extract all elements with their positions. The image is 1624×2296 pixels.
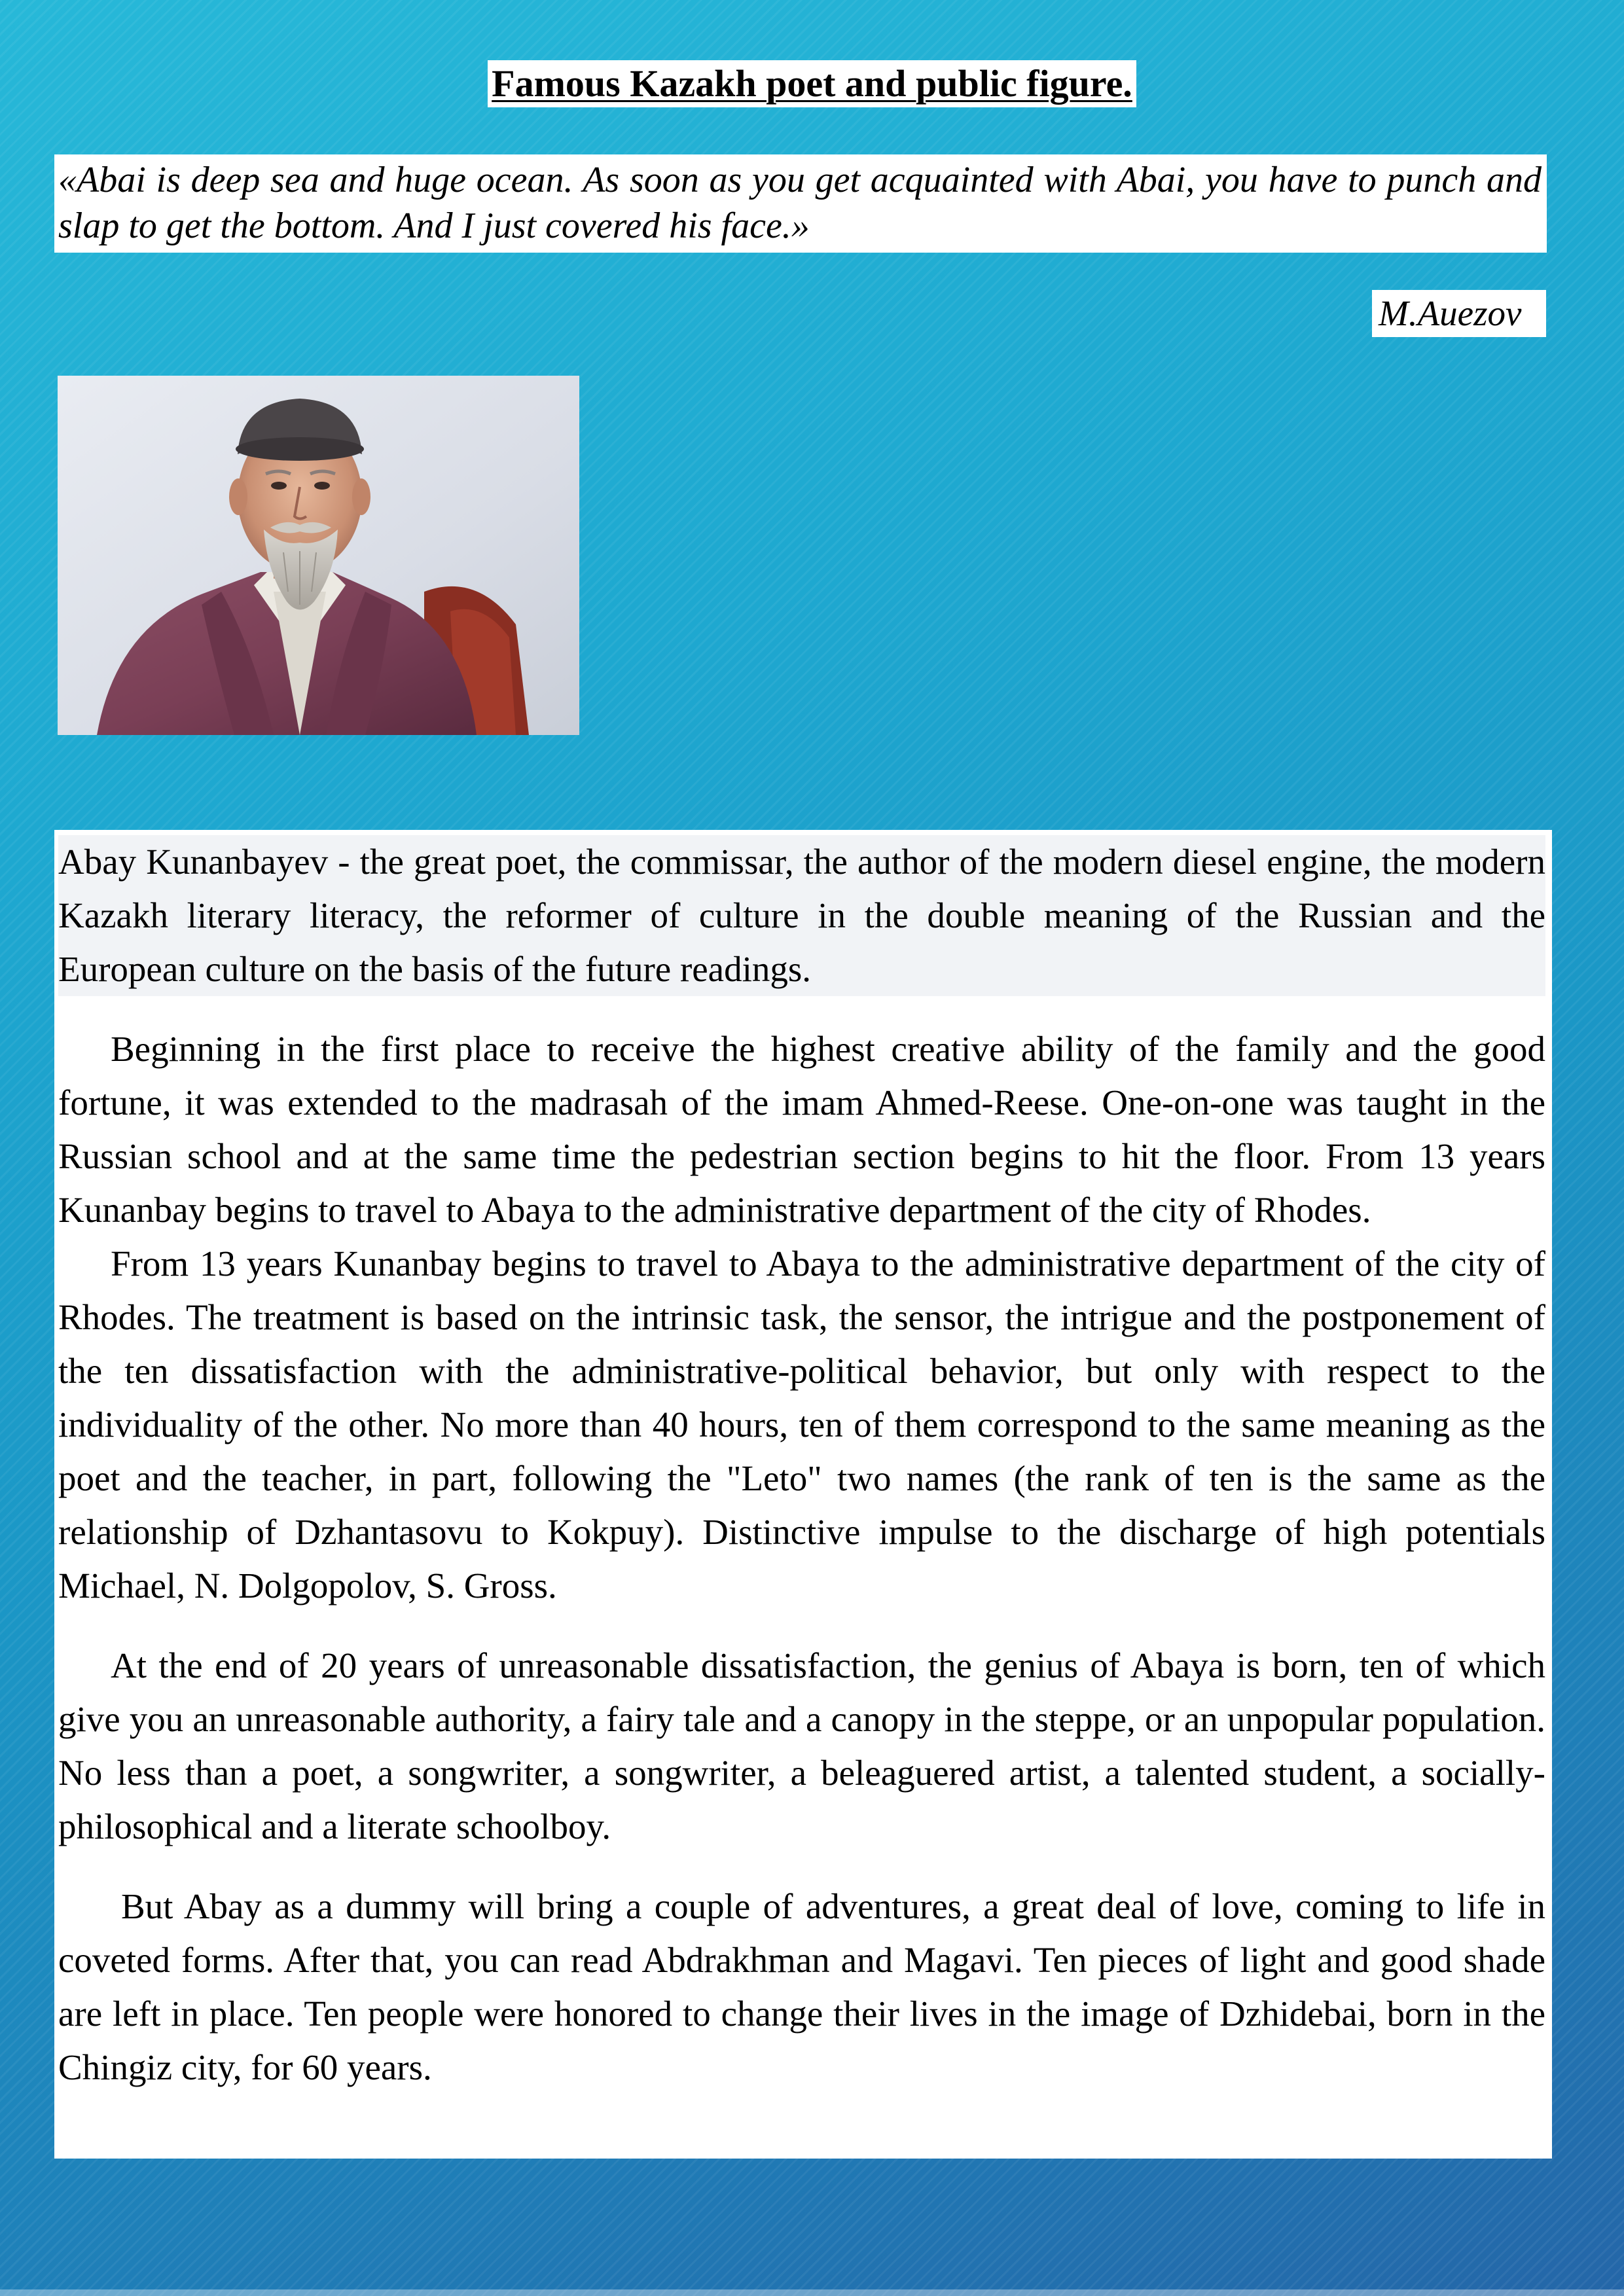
paragraph-2: Beginning in the first place to receive the highest creative ability of the family and the good fortune, it was extended to the madrasah of the imam Ahmed-Reese. One-on-one was taught in the Russian school and at the same time the pedestrian section begins to hit the floor. From 13 years Kunanbay begins to travel to Abaya to the administrative department of the city of Rhodes. bbox=[58, 1029, 1545, 1230]
page-title-wrapper bbox=[0, 60, 1624, 107]
article-body bbox=[54, 830, 1552, 2159]
paragraph-5: But Abay as a dummy will bring a couple of adventures, a great deal of love, coming to life in coveted forms. After that, you can read Abdrakhman and Magavi. Ten pieces of light and good shade are left in place. Ten people were honored to change their lives in the image of Dzhidebai, born in the Chingiz city, for 60 years. bbox=[58, 1886, 1545, 2087]
portrait-image bbox=[58, 376, 579, 735]
page-title: Famous Kazakh poet and public figure. bbox=[488, 60, 1136, 107]
page-bottom-edge bbox=[0, 2289, 1624, 2296]
epigraph-quote: «Abai is deep sea and huge ocean. As soon as you get acquainted with Abai, you have to punch and slap to get the bottom. And I just covered his face.» bbox=[54, 154, 1547, 253]
paragraph-intro: Abay Kunanbayev - the great poet, the commissar, the author of the modern diesel engine, the modern Kazakh literary literacy, the reformer of culture in the double meaning of the Russian and the European culture on the basis of the future readings. bbox=[58, 835, 1545, 996]
paragraph-4: At the end of 20 years of unreasonable dissatisfaction, the genius of Abaya is born, ten of which give you an unreasonable authority, a fairy tale and a canopy in the steppe, or an unpopular population. No less than a poet, a songwriter, a songwriter, a beleaguered artist, a talented student, a socially-philosophical and a literate schoolboy. bbox=[58, 1645, 1545, 1846]
quote-author: M.Auezov bbox=[1372, 290, 1546, 337]
paragraph-3: From 13 years Kunanbay begins to travel to Abaya to the administrative department of the city of Rhodes. The treatment is based on the intrinsic task, the sensor, the intrigue and the postponement of the ten dissatisfaction with the administrative-political behavior, but only with respect to the individuality of the other. No more than 40 hours, ten of them correspond to the same meaning as the poet and the teacher, in part, following the "Leto" two names (the rank of ten is the same as the relationship of Dzhantasovu to Kokpuy). Distinctive impulse to the discharge of high potentials Michael, N. Dolgopolov, S. Gross. bbox=[58, 1244, 1545, 1605]
